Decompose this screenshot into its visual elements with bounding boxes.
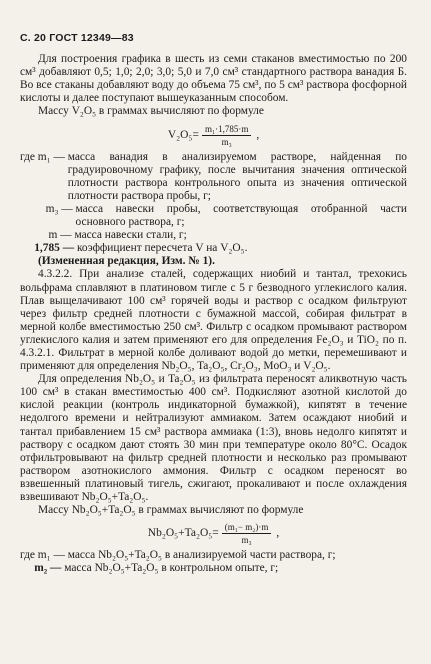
formula-lhs: V₂O₅= bbox=[167, 128, 199, 141]
definition-m3 bbox=[20, 203, 407, 229]
paragraph-mass-v2o5: Массу V₂O₅ в граммах вычисляют по формуле bbox=[38, 105, 264, 118]
definition-coefficient bbox=[20, 242, 407, 255]
definition-symbol: где m₁ — bbox=[20, 150, 68, 163]
paragraph-mass-nb-ta: Массу Nb₂O₅+Ta₂O₅ в граммах вычисляют по формуле bbox=[38, 504, 304, 517]
definition-m bbox=[20, 229, 407, 242]
definition-symbol: где m₁ — bbox=[20, 549, 68, 562]
definition-symbol: m₂ — bbox=[20, 562, 65, 575]
formula-numerator: m₁·1,785·m bbox=[202, 124, 251, 136]
formula-tail: , bbox=[276, 527, 280, 540]
formula-lhs: Nb₂O₅+Ta₂O₅= bbox=[147, 527, 219, 540]
paragraph-nb-ta-determination: Для определения Nb₂O₅ и Ta₂O₅ из фильтрата переносят аликвотную часть 100 см³ в стакан вместимостью 400 см³. Подкисляют азотной кислотой до кислой реакции (контроль индикаторной бумажкой), кипятят в течение недолгого времени и нейтрализуют аммиаком. Затем осаждают ниобий и тантал прибавлением 15 см³ раствора аммиака (1:3), вновь недолго кипятят и раствору с осадком дают стоять 30 мин при температуре около 80°С. Осадок отфильтровывают на фильтр средней плотности и несколько раз промывают раствором азотнокислого аммония. Фильтр с осадком переносят во взвешенный платиновый тигель, сжигают, прокаливают и после охлаждения взвешивают Nb₂O₅+Ta₂O₅. bbox=[20, 373, 407, 503]
page-header: С. 20 ГОСТ 12349—83 bbox=[20, 32, 134, 44]
edit-note: (Измененная редакция, Изм. № 1). bbox=[38, 255, 215, 268]
formula-denominator: m₃ bbox=[221, 136, 232, 147]
paragraph-calibration: Для построения графика в шесть из семи стаканов вместимостью по 200 см³ добавляют 0,5; 1,0; 2,0; 3,0; 5,0 и 7,0 см³ стандартного раствора ванадия Б. Во все стаканы добавляют воду до объема 75 см³, по 5 см³ раствора фосфорной кислоты и далее поступают вышеуказанным способом. bbox=[20, 53, 407, 105]
formula-fraction bbox=[202, 124, 251, 147]
definition-text: масса навески стали, г; bbox=[74, 229, 187, 242]
definition-symbol: m — bbox=[20, 229, 75, 242]
definitions-list-2 bbox=[20, 549, 407, 575]
definition-m2 bbox=[20, 562, 407, 575]
formula-tail: , bbox=[256, 128, 260, 141]
formula-nb-ta bbox=[20, 522, 407, 545]
definition-m1 bbox=[20, 151, 407, 203]
definition-symbol: m₃ — bbox=[20, 202, 76, 215]
formula-v2o5 bbox=[20, 124, 407, 147]
definition-text: масса Nb₂O₅+Ta₂O₅ в контрольном опыте, г; bbox=[64, 562, 279, 575]
definition-symbol: 1,785 — bbox=[20, 242, 77, 255]
formula-denominator: m₃ bbox=[241, 535, 252, 546]
paragraph-4-3-2-2: 4.3.2.2. При анализе сталей, содержащих ниобий и тантал, трехокись вольфрама сплавляют в платиновом тигле с 5 г безводного углекислого калия. Плав выщелачивают 100 см³ горячей воды и раствор с осадком фильтруют через фильтр средней плотности с бумажной массой, собирая фильтрат в мерной колбе вместимостью 250 см³. Фильтр с осадком промывают раствором углекислого калия и затем применяют его для определения Fe₂O₃ и TiO₂ по п. 4.3.2.1. Фильтрат в мерной колбе доливают водой до метки, перемешивают и применяют для определения Nb₂O₅, Ta₂O₅, Cr₂O₃, MoO₃ и V₂O₅. bbox=[20, 268, 407, 373]
definition-text: масса Nb₂O₅+Ta₂O₅ в анализируемой части раствора, г; bbox=[67, 549, 336, 562]
definition-text: коэффициент пересчета V на V₂O₅. bbox=[76, 242, 248, 255]
definition-m1 bbox=[20, 549, 407, 562]
definition-text: масса навески пробы, соответствующая отобранной части основного раствора, г; bbox=[75, 202, 407, 229]
definitions-list-1 bbox=[20, 151, 407, 256]
formula-numerator: (m₁− m₂)·m bbox=[222, 522, 272, 534]
formula-fraction bbox=[222, 522, 272, 545]
definition-text: масса ванадия в анализируемом растворе, найденная по градуировочному графику, после вычитания значения оптической плотности раствора контрольного опыта из значения оптической плотности раствора пробы, г; bbox=[67, 150, 407, 202]
